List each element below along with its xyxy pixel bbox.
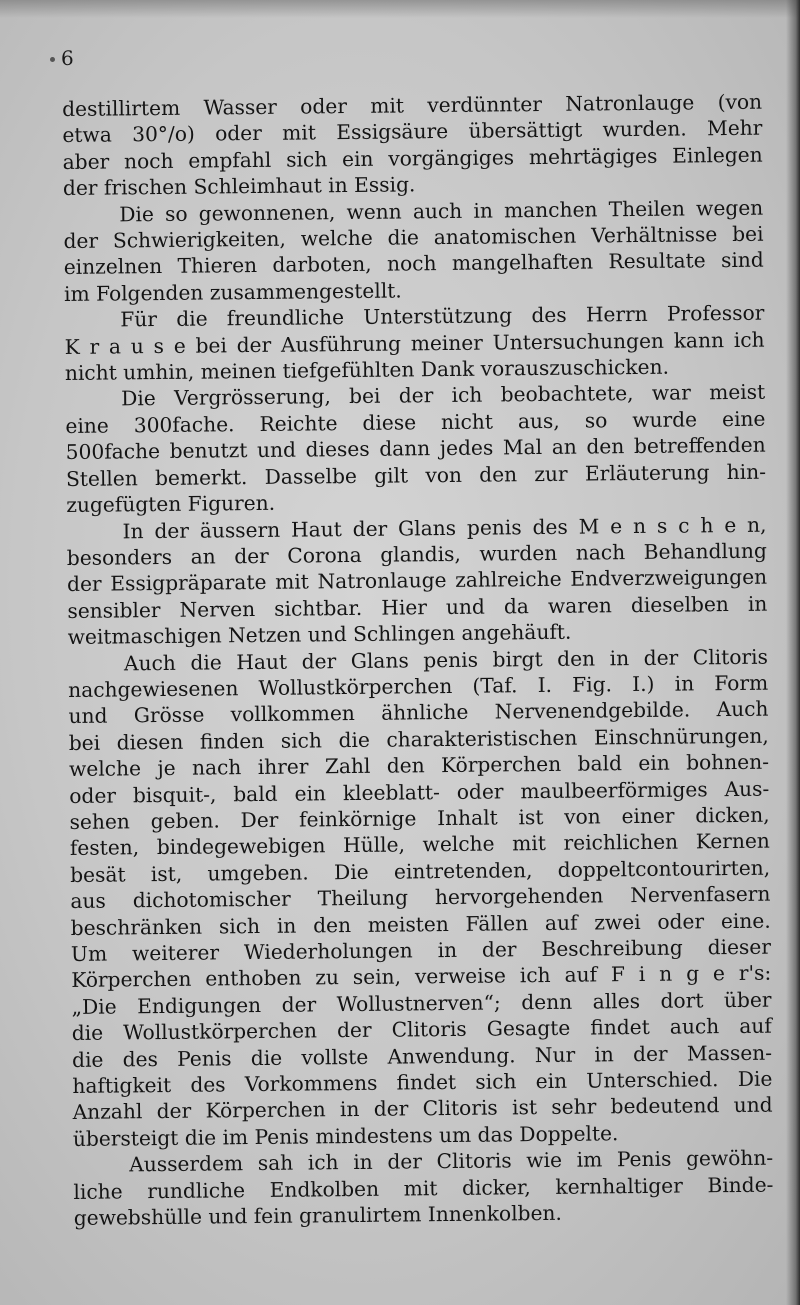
text-line: der Schwierigkeiten, welche die anatomischen Verhältnisse bei bbox=[63, 221, 764, 254]
text-line: Stellen bemerkt. Dasselbe gilt von den zur Erläuterung hin- bbox=[65, 459, 767, 491]
text-line: oder bisquit-, bald ein kleeblatt- oder maulbeerförmiges Aus- bbox=[69, 776, 770, 808]
text-line: einzelnen Thieren darboten, noch mangelhaften Resultate sind bbox=[63, 248, 764, 280]
text-line: liche rundliche Endkolben mit dicker, kernhaltiger Binde- bbox=[73, 1172, 774, 1204]
paragraph bbox=[64, 300, 765, 387]
text-line: destillirtem Wasser oder mit verdünnter Natronlauge (von bbox=[62, 89, 763, 121]
text-line: gewebshülle und fein granulirtem Innenkolben. bbox=[73, 1200, 563, 1231]
text-line: der frischen Schleimhaut in Essig. bbox=[62, 172, 416, 201]
paragraph bbox=[66, 511, 767, 650]
text-line: welche je nach ihrer Zahl den Körperchen bald ein bohnen- bbox=[68, 749, 770, 782]
page-binding-shadow bbox=[786, 0, 800, 1305]
text-line: besonders an der Corona glandis, wurden nach Behandlung bbox=[66, 538, 767, 570]
text-line: nicht umhin, meinen tiefgefühlten Dank vorauszuschicken. bbox=[64, 354, 670, 386]
text-line: aber noch empfahl sich ein vorgängiges mehrtägiges Einlegen bbox=[62, 142, 763, 174]
page-top-shadow bbox=[0, 0, 800, 18]
text-line: die Wollustkörperchen der Clitoris Gesagte findet auch auf bbox=[71, 1013, 772, 1046]
paragraph bbox=[68, 643, 773, 1152]
paragraph bbox=[73, 1145, 774, 1232]
text-line: Für die freundliche Unterstützung des Herrn Professor bbox=[120, 300, 765, 332]
text-line: Um weiterer Wiederholungen in der Beschreibung dieser bbox=[70, 934, 772, 966]
text-line: besät ist, umgeben. Die eintretenden, doppeltcontourirten, bbox=[70, 855, 771, 887]
text-line: haftigkeit des Vorkommens findet sich ein Unterschied. Die bbox=[72, 1066, 773, 1098]
text-line: übersteigt die im Penis mindestens um das Doppelte. bbox=[72, 1121, 619, 1151]
text-line: Die Vergrösserung, bei der ich beobachtete, war meist bbox=[121, 380, 766, 411]
text-line: K r a u s e bei der Ausführung meiner Untersuchungen kann ich bbox=[64, 327, 765, 359]
text-line: der Essigpräparate mit Natronlauge zahlreiche Endverzweigungen bbox=[66, 564, 768, 597]
paragraph bbox=[65, 379, 766, 518]
text-line: Auch die Haut der Glans penis birgt den in der Clitoris bbox=[123, 644, 769, 675]
text-line: etwa 30°/o) oder mit Essigsäure übersättigt wurden. Mehr bbox=[62, 116, 763, 148]
text-line: bei diesen finden sich die charakteristischen Einschnürungen, bbox=[68, 723, 769, 755]
text-line: aus dichotomischer Theilung hervorgehenden Nervenfasern bbox=[70, 881, 771, 914]
text-line: Körperchen enthoben zu sein, verweise ich auf F i n g e r's: bbox=[71, 961, 772, 993]
text-line: beschränken sich in den meisten Fällen auf zwei oder eine. bbox=[70, 908, 771, 940]
text-line: nachgewiesenen Wollustkörperchen (Taf. I. Fig. I.) in Form bbox=[68, 670, 769, 702]
text-line: Die so gewonnenen, wenn auch in manchen Theilen wegen bbox=[119, 195, 764, 227]
page-number bbox=[50, 46, 74, 70]
text-line: In der äussern Haut der Glans penis des M e n s c h e n, bbox=[122, 512, 767, 543]
text-line: sehen geben. Der feinkörnige Inhalt ist von einer dicken, bbox=[69, 802, 770, 834]
page-number-text: 6 bbox=[61, 46, 74, 70]
paragraph bbox=[62, 89, 763, 202]
body-text bbox=[62, 89, 774, 1232]
text-line: eine 300fache. Reichte diese nicht aus, so wurde eine bbox=[65, 406, 766, 438]
text-line: im Folgenden zusammengestellt. bbox=[63, 278, 402, 306]
text-line: festen, bindegewebigen Hülle, welche mit reichlichen Kernen bbox=[69, 829, 770, 861]
text-line: sensibler Nerven sichtbar. Hier und da waren dieselben in bbox=[67, 591, 768, 623]
text-line: 500fache benutzt und dieses dann jedes Mal an den betreffenden bbox=[65, 432, 766, 465]
text-line: „Die Endigungen der Wollustnerven“; denn alles dort über bbox=[71, 987, 772, 1019]
text-line: die des Penis die vollste Anwendung. Nur in der Massen- bbox=[71, 1040, 773, 1072]
paragraph bbox=[63, 194, 764, 307]
text-line: und Grösse vollkommen ähnliche Nervenendgebilde. Auch bbox=[68, 696, 769, 729]
margin-dot-mark bbox=[50, 57, 55, 62]
text-line: weitmaschigen Netzen und Schlingen angehäuft. bbox=[67, 619, 572, 650]
text-line: zugefügten Figuren. bbox=[66, 490, 276, 518]
text-line: Anzahl der Körperchen in der Clitoris ist sehr bedeutend und bbox=[72, 1093, 773, 1125]
text-line: Ausserdem sah ich in der Clitoris wie im Penis gewöhn- bbox=[129, 1145, 774, 1177]
